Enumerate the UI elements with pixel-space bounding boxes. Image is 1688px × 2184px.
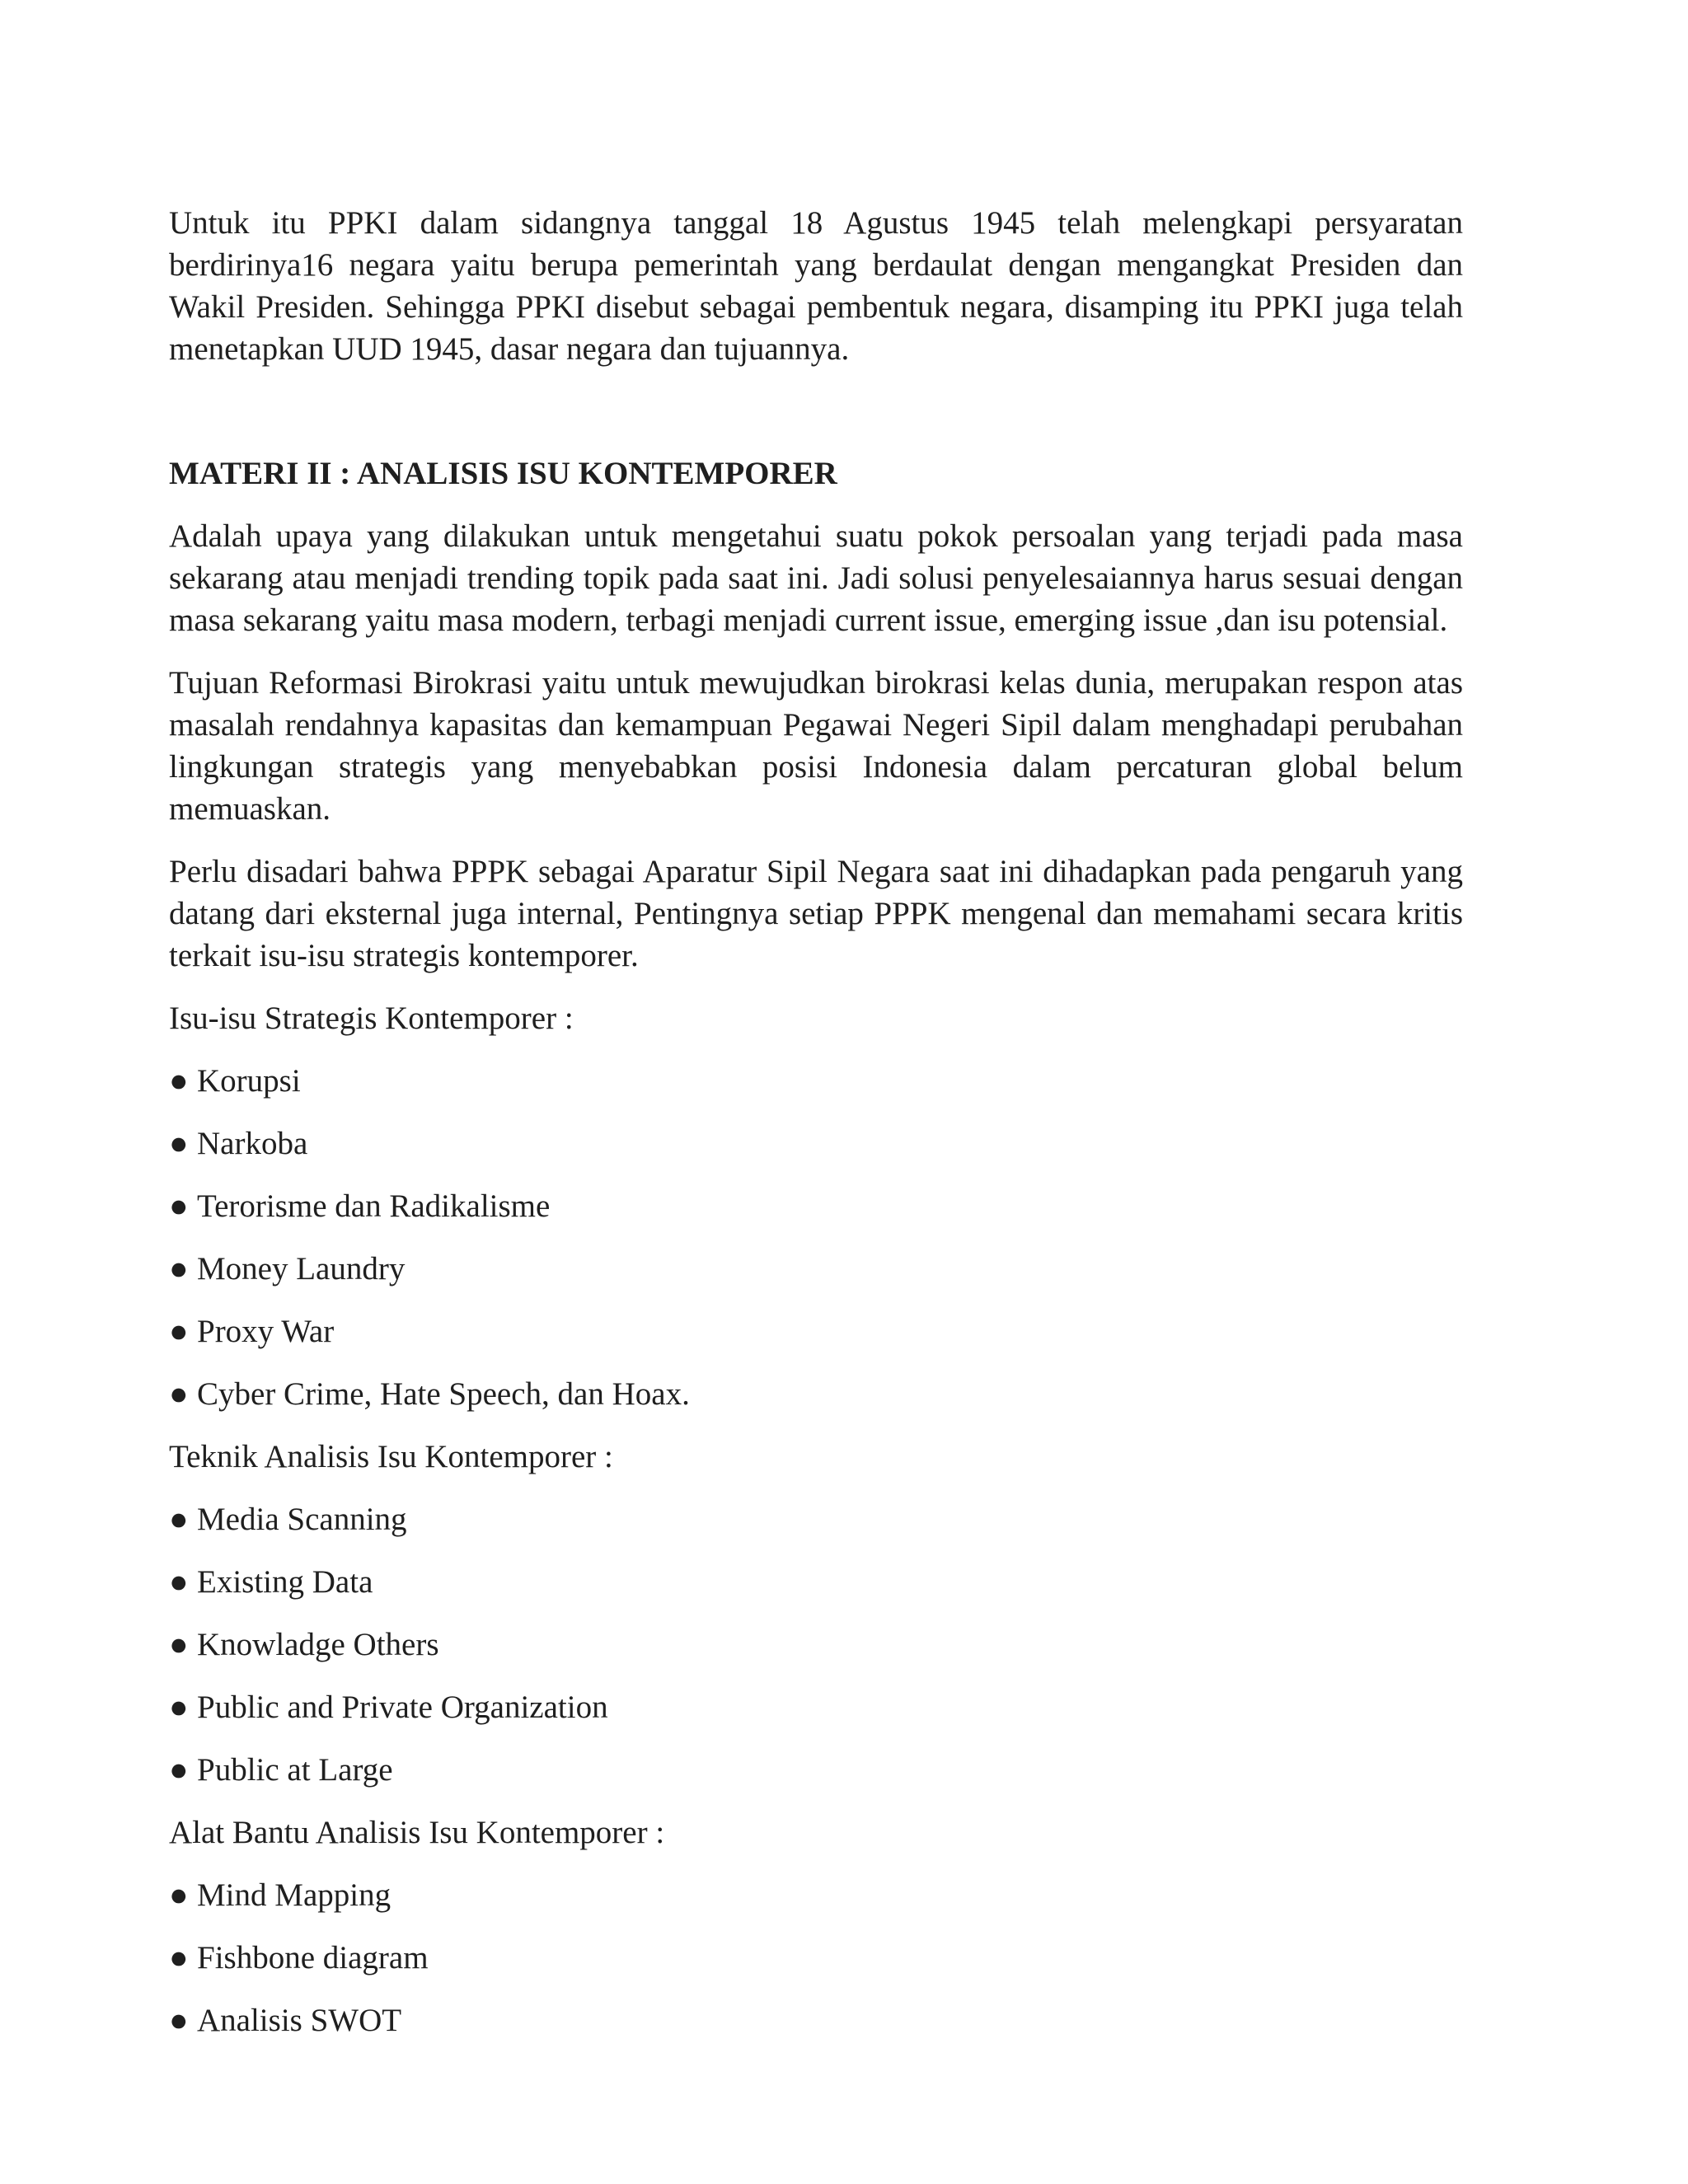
bullet-icon: ●	[169, 1877, 189, 1913]
list-item: ● Existing Data	[169, 1561, 1463, 1603]
list-item: ● Korupsi	[169, 1060, 1463, 1102]
bullet-icon: ●	[169, 1376, 189, 1412]
document-page	[169, 202, 1463, 2041]
bullet-icon: ●	[169, 1126, 189, 1161]
bullet-icon: ●	[169, 1188, 189, 1224]
paragraph-reformasi: Tujuan Reformasi Birokrasi yaitu untuk mewujudkan birokrasi kelas dunia, merupakan respon atas masalah rendahnya kapasitas dan kemampuan Pegawai Negeri Sipil dalam menghadapi perubahan lingkungan strategis yang menyebabkan posisi Indonesia dalam percaturan global belum memuaskan.	[169, 665, 1463, 827]
bullet-icon: ●	[169, 1063, 189, 1099]
bullet-icon: ●	[169, 1752, 189, 1788]
paragraph-pppk: Perlu disadari bahwa PPPK sebagai Aparatur Sipil Negara saat ini dihadapkan pada pengaruh yang datang dari eksternal juga internal, Pentingnya setiap PPPK mengenal dan memahami secara kritis terkait isu-isu strategis kontemporer.	[169, 854, 1463, 973]
list-item: ● Knowladge Others	[169, 1624, 1463, 1666]
list-title-teknik: Teknik Analisis Isu Kontemporer :	[169, 1439, 613, 1474]
list-title-isu: Isu-isu Strategis Kontemporer :	[169, 1001, 574, 1036]
intro-paragraph: Untuk itu PPKI dalam sidangnya tanggal 18 Agustus 1945 telah melengkapi persyaratan berdirinya16 negara yaitu berupa pemerintah yang berdaulat dengan mengangkat Presiden dan Wakil Presiden. Sehingga PPKI disebut sebagai pembentuk negara, disamping itu PPKI juga telah menetapkan UUD 1945, dasar negara dan tujuannya.	[169, 205, 1463, 367]
list-item: ● Terorisme dan Radikalisme	[169, 1185, 1463, 1227]
bullet-icon: ●	[169, 1502, 189, 1537]
bullet-icon: ●	[169, 1314, 189, 1349]
list-item: ● Cyber Crime, Hate Speech, dan Hoax.	[169, 1373, 1463, 1415]
list-item: ● Mind Mapping	[169, 1874, 1463, 1916]
list-teknik	[169, 1498, 1463, 1791]
bullet-icon: ●	[169, 1627, 189, 1662]
bullet-icon: ●	[169, 1564, 189, 1600]
list-item: ● Proxy War	[169, 1310, 1463, 1352]
section-heading: MATERI II : ANALISIS ISU KONTEMPORER	[169, 456, 837, 491]
list-item: ● Money Laundry	[169, 1248, 1463, 1290]
list-alat	[169, 1874, 1463, 2041]
bullet-icon: ●	[169, 2003, 189, 2038]
list-isu	[169, 1060, 1463, 1415]
list-item: ● Public at Large	[169, 1749, 1463, 1791]
paragraph-definition: Adalah upaya yang dilakukan untuk mengetahui suatu pokok persoalan yang terjadi pada masa sekarang atau menjadi trending topik pada saat ini. Jadi solusi penyelesaiannya harus sesuai dengan masa sekarang yaitu masa modern, terbagi menjadi current issue, emerging issue ,dan isu potensial.	[169, 518, 1463, 638]
list-item: ● Fishbone diagram	[169, 1937, 1463, 1979]
bullet-icon: ●	[169, 1940, 189, 1975]
list-item: ● Media Scanning	[169, 1498, 1463, 1540]
list-title-alat: Alat Bantu Analisis Isu Kontemporer :	[169, 1815, 665, 1850]
bullet-icon: ●	[169, 1690, 189, 1725]
bullet-icon: ●	[169, 1251, 189, 1286]
list-item: ● Public and Private Organization	[169, 1686, 1463, 1728]
list-item: ● Analisis SWOT	[169, 1999, 1463, 2041]
list-item: ● Narkoba	[169, 1122, 1463, 1165]
